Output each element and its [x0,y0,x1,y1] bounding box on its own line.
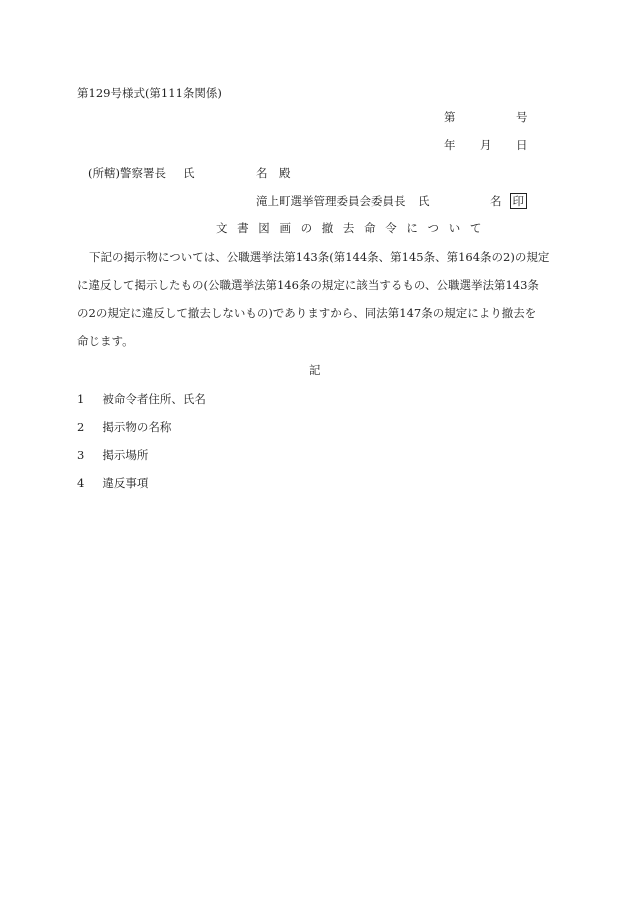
item-label: 掲示場所 [102,448,149,462]
list-item [77,475,148,491]
item-number: 1 [77,392,85,406]
addressee-shi: 氏 [183,166,195,180]
sender-shi: 氏 [418,194,430,208]
item-label: 違反事項 [102,476,149,490]
item-label: 被命令者住所、氏名 [102,392,206,406]
item-number: 4 [77,476,85,490]
form-label: 第129号様式(第111条関係) [77,86,222,100]
date-year: 年 [444,138,456,152]
item-label: 掲示物の名称 [102,420,172,434]
date-month: 月 [480,138,492,152]
addressee-title: (所轄)警察署長 [88,166,166,180]
ki-heading: 記 [309,363,321,377]
body-line-1: 下記の掲示物については、公職選挙法第143条(第144条、第145条、第164条の2)の規定 [89,250,550,264]
sender-mei-text: 名 [490,194,502,208]
document-title: 文 書 図 画 の 撤 去 命 令 に つ い て [216,221,485,235]
addressee-mei: 名 [256,166,268,180]
list-item [77,391,206,407]
sender-mei [490,193,527,209]
body-line-4: 命じます。 [77,334,134,348]
seal-stamp: 印 [510,193,528,209]
item-number: 2 [77,420,85,434]
body-line-3: の2の規定に違反して撤去しないもの)でありますから、同法第147条の規定により撤去を [77,306,537,320]
addressee-dono: 殿 [279,166,291,180]
body-line-2: に違反して掲示したもの(公職選挙法第146条の規定に該当するもの、公職選挙法第143条 [77,278,539,292]
number-prefix: 第 [444,110,456,124]
list-item [77,419,171,435]
item-number: 3 [77,448,85,462]
number-suffix: 号 [516,110,528,124]
sender-title: 滝上町選挙管理委員会委員長 [256,194,406,208]
date-day: 日 [516,138,528,152]
list-item [77,447,148,463]
